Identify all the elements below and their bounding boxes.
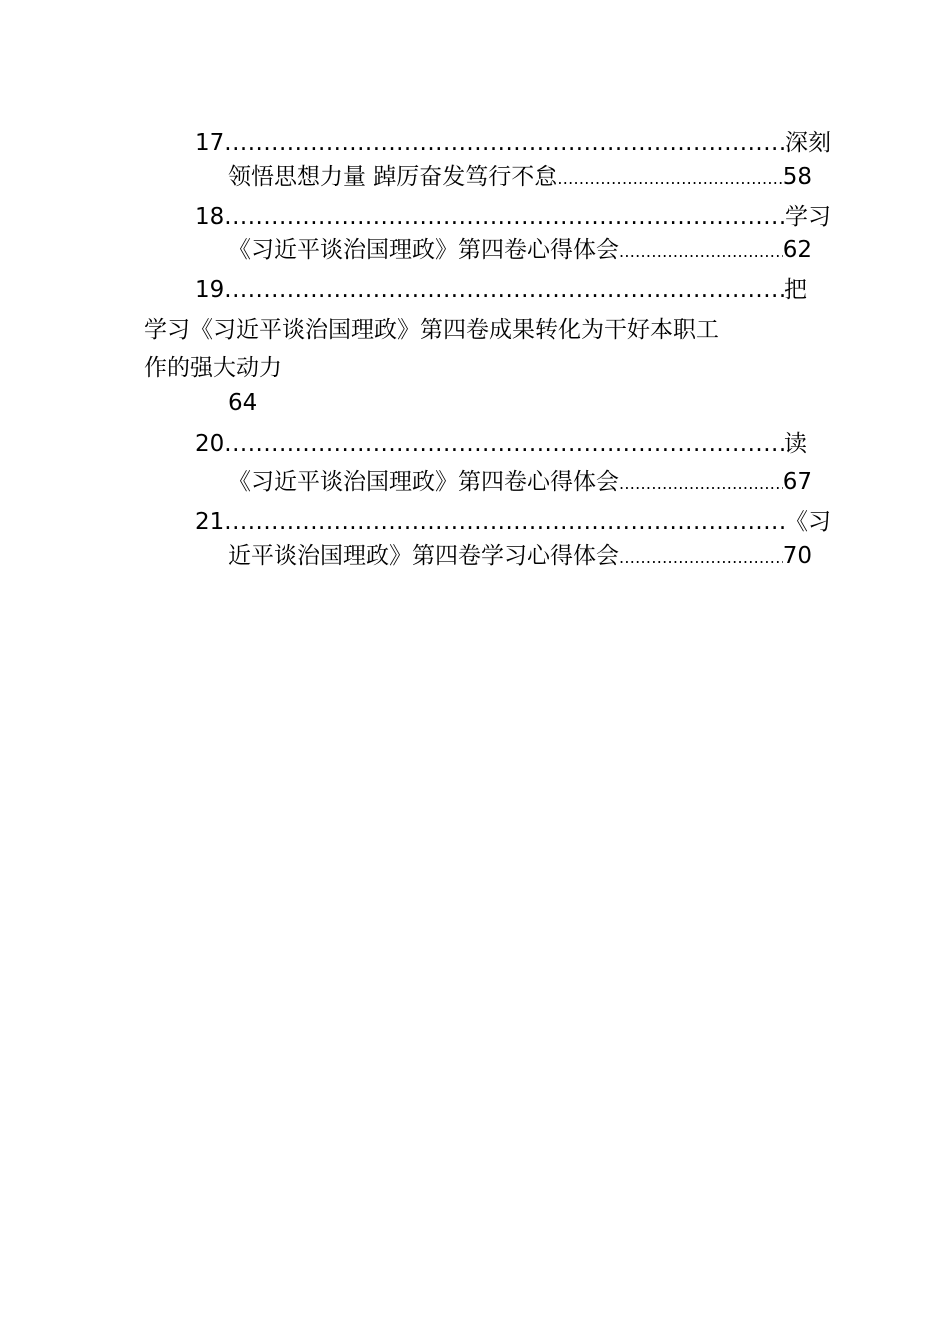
- toc-entry-20-line2[interactable]: [228, 466, 812, 498]
- toc-leader-dots: [224, 201, 785, 233]
- toc-leader-dots: [224, 428, 784, 460]
- toc-entry-title: 《习近平谈治国理政》第四卷心得体会: [228, 237, 619, 263]
- toc-entry-17-line1[interactable]: [195, 127, 831, 159]
- toc-leader-dots: [557, 163, 782, 193]
- toc-entry-20-line1[interactable]: [195, 428, 807, 460]
- toc-entry-title-start: 把: [784, 277, 807, 303]
- toc-page-number: 70: [782, 543, 812, 569]
- toc-entry-title: 《习近平谈治国理政》第四卷心得体会: [228, 469, 619, 495]
- toc-page-number[interactable]: 64: [228, 390, 258, 416]
- toc-entry-number: 21: [195, 509, 225, 535]
- toc-entry-number: 19: [195, 277, 225, 303]
- toc-entry-17-line2[interactable]: [228, 161, 812, 193]
- toc-entry-title-start: 《习: [785, 509, 831, 535]
- toc-entry-18-line2[interactable]: [228, 234, 812, 266]
- toc-entry-19-line1[interactable]: [195, 274, 807, 306]
- toc-entry-21-line2[interactable]: [228, 540, 812, 572]
- toc-leader-dots: [619, 236, 783, 266]
- toc-leader-dots: [224, 127, 785, 159]
- toc-entry-number: 18: [195, 204, 225, 230]
- toc-entry-number: 20: [195, 431, 225, 457]
- toc-entry-19-title-line2[interactable]: 作的强大动力: [144, 355, 282, 381]
- toc-leader-dots: [224, 506, 785, 538]
- toc-entry-title-start: 深刻: [785, 130, 831, 156]
- toc-entry-title: 领悟思想力量 踔厉奋发笃行不怠: [228, 164, 558, 190]
- toc-page-number: 58: [782, 164, 812, 190]
- toc-entry-18-line1[interactable]: [195, 201, 831, 233]
- toc-leader-dots: [619, 542, 783, 572]
- toc-leader-dots: [224, 274, 784, 306]
- toc-entry-title: 近平谈治国理政》第四卷学习心得体会: [228, 543, 619, 569]
- toc-entry-title-start: 读: [784, 431, 807, 457]
- toc-entry-19-title-line1[interactable]: 学习《习近平谈治国理政》第四卷成果转化为干好本职工: [144, 317, 719, 343]
- toc-page-number: 62: [782, 237, 812, 263]
- toc-entry-title-start: 学习: [785, 204, 831, 230]
- toc-page-number: 67: [782, 469, 812, 495]
- toc-leader-dots: [619, 468, 783, 498]
- toc-entry-number: 17: [195, 130, 225, 156]
- toc-entry-21-line1[interactable]: [195, 506, 831, 538]
